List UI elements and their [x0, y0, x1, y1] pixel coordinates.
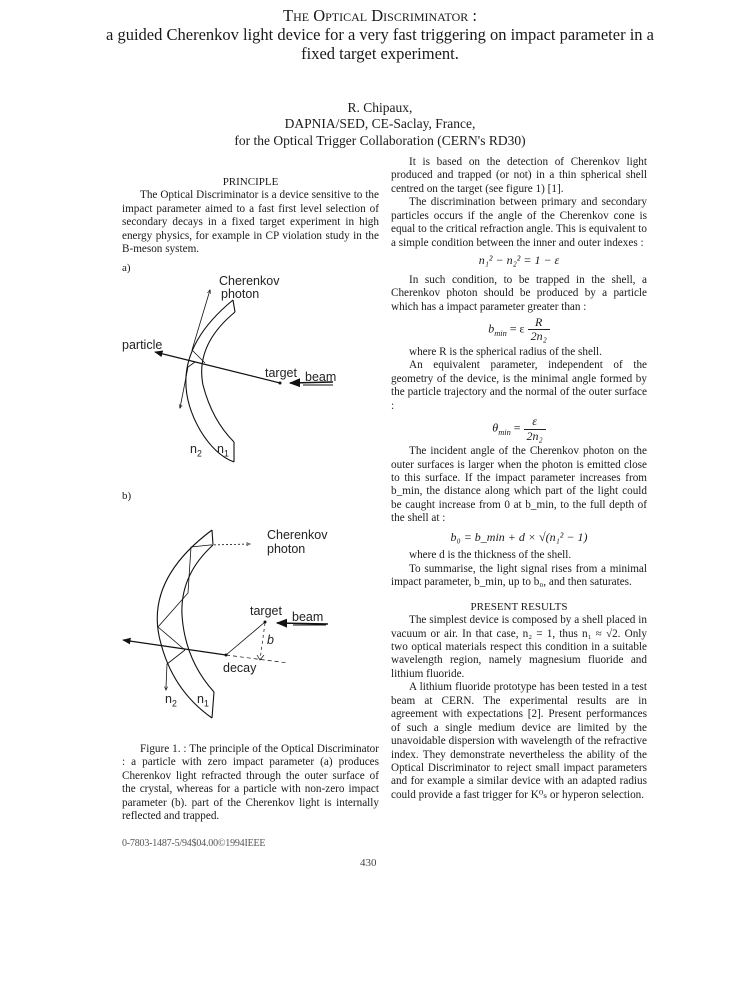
figure-b-n1-label: $n_1$	[197, 692, 209, 709]
figure-b-n2-label: $n_2$	[165, 692, 177, 709]
eq3-fraction: $\frac{\varepsilon}{\text{2n₂}}$	[524, 415, 546, 443]
figure-b-target-label: target	[250, 604, 282, 618]
figure-caption-text: Figure 1. : The principle of the Optical Discriminator : a particle with zero impact parameter (a) produces Cherenkov light refracted through the outer surface of the crystal, whereas for a particle with non-zero impact parameter (b). part of the Cherenkov light is internally reflected and trapped.	[122, 743, 379, 823]
figure-a-cherenkov-label-2: photon	[221, 287, 260, 301]
eq2-lhs: b	[488, 321, 495, 336]
paragraph-equivalent-parameter: An equivalent parameter, independent of the geometry of the device, is the minimal angle formed by the particle trajectory and the normal of the outer surface :	[391, 359, 647, 412]
section-heading-principle: PRINCIPLE	[222, 176, 279, 188]
paragraph-thickness: where d is the thickness of the shell.	[409, 549, 572, 562]
figure-b-cherenkov-label-2: photon	[267, 542, 306, 556]
paragraph-incident-angle: The incident angle of the Cherenkov photon on the outer surfaces is larger when the photon is emitted close to this surface. If the impact parameter increases from b_min, the distance along which part of the light could be caught increase from 0 at b_min, to the full depth of the shell at :	[391, 445, 647, 525]
eq3-lhs: θ	[492, 420, 499, 435]
eq3-mid: =	[513, 420, 521, 435]
figure-b-label: b)	[122, 490, 132, 502]
figure-a-cherenkov-label-1: Cherenkov	[219, 274, 280, 288]
figure-b-impact-parameter-label: b	[267, 633, 274, 647]
title-line-2: a guided Cherenkov light device for a very fast triggering on impact parameter in a	[106, 25, 654, 44]
eq2-fraction: $\frac{R}{\text{2n₂}}$	[528, 316, 550, 344]
title-line-1: The Optical Discriminator :	[283, 6, 477, 25]
title-line-3: fixed target experiment.	[301, 44, 459, 63]
figure-b-beam-label: beam	[292, 610, 324, 624]
author-collaboration: for the Optical Trigger Collaboration (CERN's RD30)	[234, 132, 526, 148]
eq3-lhs-sub: min	[498, 428, 511, 438]
eq2-lhs-sub: min	[494, 329, 507, 339]
equation-index-condition: n₁² − n₂² = 1 − ε	[478, 253, 560, 268]
page-number: 430	[360, 857, 377, 869]
figure-a-target-label: target	[265, 366, 297, 380]
paragraph-discrimination: The discrimination between primary and secondary particles occurs if the angle of the Cherenkov cone is equal to the critical refraction angle. This is equivalent to a simple condition between the inner and outer indexes :	[391, 196, 647, 249]
principle-paragraph: The Optical Discriminator is a device sensitive to the impact parameter aimed to a fast first level selection of secondary decays in a fixed target experiment in high energy physics, for example in CP violation study in the B-meson system.	[122, 189, 379, 256]
figure-b-cherenkov-label-1: Cherenkov	[267, 528, 328, 542]
figure-caption	[122, 743, 379, 824]
figure-a-label: a)	[122, 262, 131, 274]
right-column	[391, 156, 647, 802]
author-name: R. Chipaux,	[347, 100, 413, 115]
equation-bmin	[391, 316, 647, 344]
eq2-mid: = ε	[509, 321, 525, 336]
figure-a-particle-label: particle	[122, 338, 163, 352]
paragraph-summary: To summarise, the light signal rises from a minimal impact parameter, b_min, up to b₀, and then saturates.	[391, 562, 647, 589]
author-affiliation: DAPNIA/SED, CE-Saclay, France,	[284, 116, 476, 132]
figure-a-n2-label: $n_2$	[190, 442, 202, 459]
figure-a-beam-label: beam	[305, 370, 337, 384]
copyright-notice: 0-7803-1487-5/94$04.00©1994IEEE	[122, 838, 266, 849]
equation-theta-min	[391, 415, 647, 443]
section-heading-present-results: PRESENT RESULTS	[470, 600, 568, 613]
paragraph-lithium-prototype: A lithium fluoride prototype has been tested in a test beam at CERN. The experimental results are in agreement with expectations [2]. Present performances of such a single medium device are limited by the unavoidable dispersion with wavelength of the refractive index. They demonstrate nevertheless the ability of the Optical Discriminator to reject small impact parameters and for example a similar device with an adapted radius could provide a fast trigger for K⁰ₛ or hyperon selection.	[391, 681, 647, 801]
figure-b-decay-label: decay	[223, 661, 257, 675]
paragraph-detection: It is based on the detection of Cherenkov light produced and trapped (or not) in a thin spherical shell centred on the target (see figure 1) [1].	[391, 156, 647, 195]
paragraph-radius: where R is the spherical radius of the shell.	[409, 345, 602, 358]
paragraph-simplest-device: The simplest device is composed by a shell placed in vacuum or air. In that case, n₂ = 1, thus n₁ ≈ √2. Only two optical materials respect this condition in a suitable wavelength region, namely magnesium fluoride and lithium fluoride.	[391, 614, 647, 680]
equation-b0: b₀ = b_min + d × √(n₁² − 1)	[450, 529, 588, 544]
figure-a-n1-label: $n_1$	[217, 442, 229, 459]
paragraph-trapping-condition: In such condition, to be trapped in the shell, a Cherenkov photon should be produced by a particle which has a impact parameter greater than :	[391, 273, 647, 313]
